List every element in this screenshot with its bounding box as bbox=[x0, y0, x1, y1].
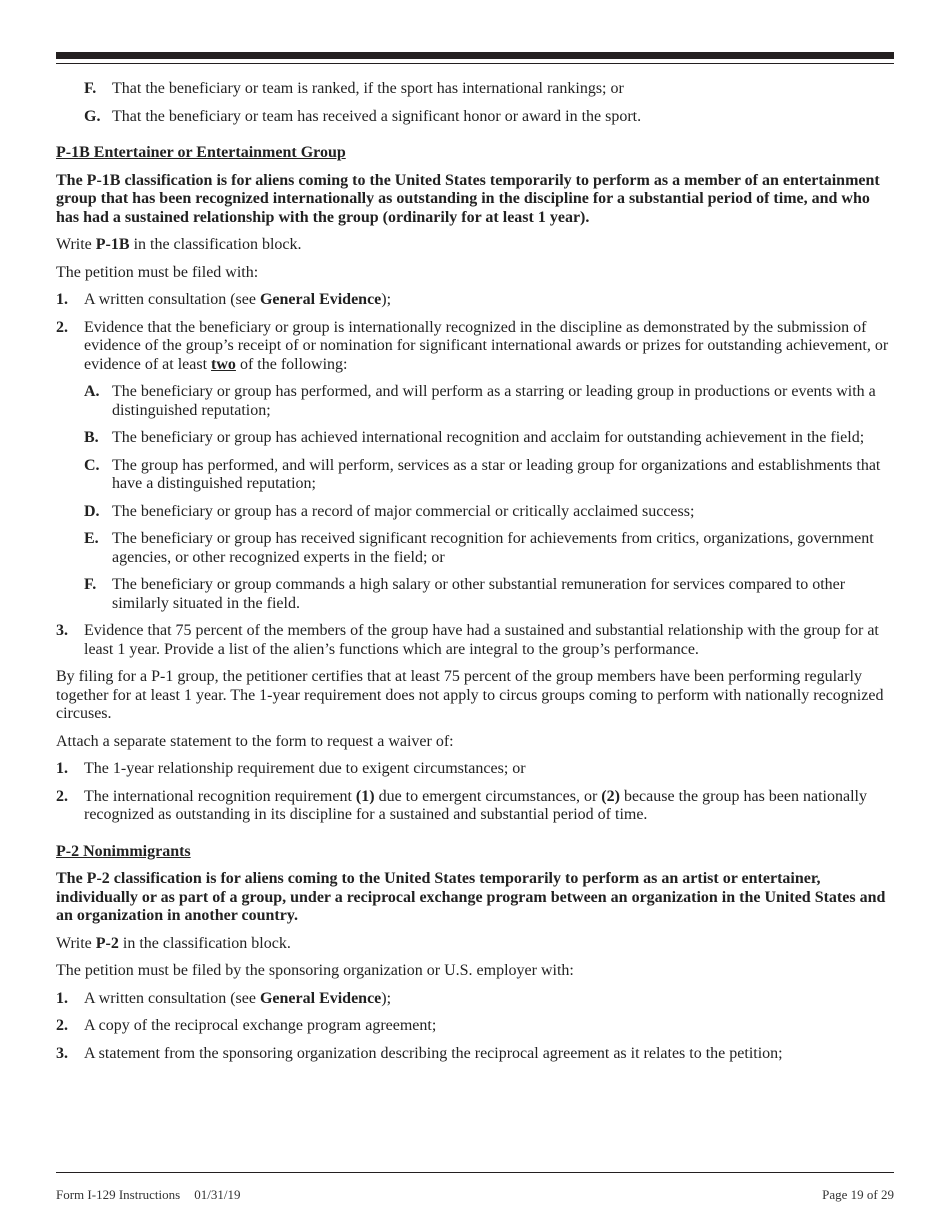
p1b-waiver-intro: Attach a separate statement to the form to request a waiver of: bbox=[56, 732, 454, 750]
classification-code: P-2 bbox=[95, 934, 119, 952]
footer-form-date: 01/31/19 bbox=[194, 1187, 241, 1202]
p1b-heading: P-1B Entertainer or Entertainment Group bbox=[56, 144, 346, 161]
p1b-item-2: 2. Evidence that the beneficiary or group is internationally recognized in the discipline as demonstrated by the submission of evidence of the group’s receipt of or nomination for significant international awards or prizes for outstanding achievement, or evidence of at least two of the following: bbox=[56, 318, 889, 373]
p2-write-instruction: Write P-2 in the classification block. bbox=[56, 934, 291, 952]
list-item bbox=[84, 80, 896, 99]
list-item: C. The group has performed, and will perform, services as a star or leading group for organizations and establishments that have a distinguished reputation; bbox=[84, 456, 881, 492]
p2-item-3: 3. A statement from the sponsoring organization describing the reciprocal agreement as it relates to the petition; bbox=[56, 1044, 783, 1062]
footer-rule bbox=[56, 1172, 894, 1173]
p1b-certify: By filing for a P-1 group, the petitioner certifies that at least 75 percent of the group members have been performing regularly together for at least 1 year. The 1-year requirement does not apply to circus groups coming to perform with nationally recognized circuses. bbox=[56, 668, 884, 722]
footer-form-info bbox=[56, 1186, 240, 1205]
footer-page-number: Page 19 of 29 bbox=[822, 1187, 894, 1202]
list-item: A. The beneficiary or group has performed, and will perform as a starring or leading group in productions or events with a distinguished reputation; bbox=[84, 383, 876, 419]
p1b-item-3: 3. Evidence that 75 percent of the members of the group have had a sustained and substantial relationship with the group for at least 1 year. Provide a list of the alien’s functions which are integral to the group’s performance. bbox=[56, 622, 879, 658]
list-item: F. The beneficiary or group commands a high salary or other substantial remuneration for services compared to other similarly situated in the field. bbox=[84, 576, 846, 612]
list-item: E. The beneficiary or group has received significant recognition for achievements from critics, organizations, government agencies, or other recognized experts in the field; or bbox=[84, 530, 874, 566]
p1b-item-1: 1. A written consultation (see General Evidence); bbox=[56, 291, 392, 308]
header-thick-rule bbox=[56, 52, 894, 59]
list-text: That the beneficiary or team is ranked, if the sport has international rankings; or bbox=[112, 80, 624, 97]
p2-heading: P-2 Nonimmigrants bbox=[56, 842, 191, 860]
waiver-item-1: 1. The 1-year relationship requirement due to exigent circumstances; or bbox=[56, 760, 526, 777]
classification-code: P-1B bbox=[95, 236, 130, 253]
p2-intro: The P-2 classification is for aliens coming to the United States temporarily to perform as an artist or entertainer, individually or as part of a group, under a reciprocal exchange program between an organization in the United States and an organization in another country. bbox=[56, 870, 886, 924]
p2-item-2: 2. A copy of the reciprocal exchange program agreement; bbox=[56, 1017, 437, 1034]
continued-list bbox=[84, 80, 896, 126]
p1b-sub-list bbox=[84, 383, 896, 613]
list-text: That the beneficiary or team has received a significant honor or award in the sport. bbox=[112, 107, 642, 125]
p1b-write-instruction: Write P-1B in the classification block. bbox=[56, 236, 302, 253]
waiver-item-2: 2. The international recognition requirement (1) due to emergent circumstances, or (2) because the group has been nationally recognized as outstanding in its discipline for a sustained and substantial period of time. bbox=[56, 787, 867, 823]
list-item bbox=[84, 108, 896, 127]
list-item: D. The beneficiary or group has a record of major commercial or critically acclaimed success; bbox=[84, 502, 695, 520]
list-item: B. The beneficiary or group has achieved international recognition and acclaim for outstanding achievement in the field; bbox=[84, 429, 865, 446]
document-body bbox=[56, 80, 896, 1072]
p2-item-1: 1. A written consultation (see General Evidence); bbox=[56, 989, 392, 1007]
p1b-intro: The P-1B classification is for aliens coming to the United States temporarily to perform as a member of an entertainment group that has been recognized internationally as outstanding in the discipline for a substantial period of time, and who has had a sustained relationship with the group (ordinarily for at least 1 year). bbox=[56, 171, 880, 226]
header-thin-rule bbox=[56, 63, 894, 64]
footer-form-name: Form I-129 Instructions bbox=[56, 1187, 181, 1202]
p2-filed-with: The petition must be filed by the sponsoring organization or U.S. employer with: bbox=[56, 962, 574, 979]
list-letter: F. bbox=[84, 80, 97, 97]
p1b-filed-with: The petition must be filed with: bbox=[56, 263, 259, 281]
list-letter: G. bbox=[84, 107, 101, 125]
